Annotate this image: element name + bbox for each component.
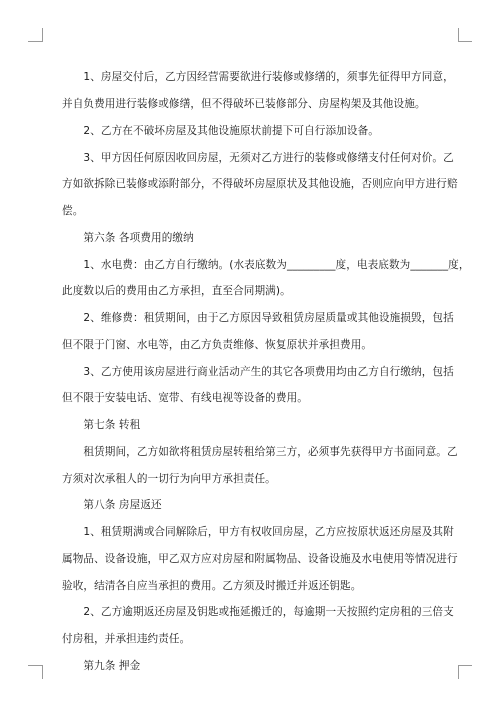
text-line: 租赁期间，乙方如欲将租赁房屋转租给第三方，必须事先获得甲方书面同意。乙: [62, 446, 458, 458]
crop-mark-bottom-left-v: [42, 665, 43, 679]
text-line: 2、乙方逾期返还房屋及钥匙或拖延搬迁的，每逾期一天按照约定房租的三倍支: [62, 606, 454, 618]
text-line: 3、甲方因任何原因收回房屋，无须对乙方进行的装修或修缮支付任何对价。乙: [62, 152, 454, 164]
text-line: 并自负费用进行装修或修缮，但不得破坏已装修部分、房屋构架及其他设施。: [62, 98, 426, 110]
text-line: 付房租，并承担违约责任。: [62, 633, 191, 645]
text-line: 2、维修费：租赁期间，由于乙方原因导致租赁房屋质量或其他设施损毁，包括: [62, 312, 454, 324]
text-line: 1、水电费：由乙方自行缴纳。(水表底数为_________度，电表底数为_______度，: [62, 259, 470, 271]
text-line: 1、租赁期满或合同解除后，甲方有权收回房屋，乙方应按原状返还房屋及其附: [62, 526, 454, 538]
text-line: 2、乙方在不破坏房屋及其他设施原状前提下可自行添加设备。: [62, 125, 379, 137]
text-line: 3、乙方使用该房屋进行商业活动产生的其它各项费用均由乙方自行缴纳，包括: [62, 366, 454, 378]
text-line: 但不限于安装电话、宽带、有线电视等设备的费用。: [62, 392, 308, 404]
crop-mark-bottom-right-v: [458, 665, 459, 679]
text-line: 方如欲拆除已装修或添附部分，不得破坏房屋原状及其他设施，否则应向甲方进行赔: [62, 178, 458, 190]
crop-mark-top-right-h: [458, 41, 472, 42]
text-line: 方须对次承租人的一切行为向甲方承担责任。: [62, 473, 276, 485]
crop-mark-top-left-h: [28, 41, 42, 42]
text-line: 验收，结清各自应当承担的费用。乙方须及时搬迁并返还钥匙。: [62, 580, 362, 592]
crop-mark-bottom-left-h: [28, 665, 42, 666]
text-line: 属物品、设备设施，甲乙双方应对房屋和附属物品、设备设施及水电使用等情况进行: [62, 553, 458, 565]
section-heading: 第八条 房屋返还: [62, 499, 162, 511]
crop-mark-top-right-v: [458, 28, 459, 42]
text-line: 此度数以后的费用由乙方承担，直至合同期满)。: [62, 285, 291, 297]
text-line: 偿。: [62, 205, 84, 217]
crop-mark-top-left-v: [42, 28, 43, 42]
text-line: 但不限于门窗、水电等，由乙方负责维修、恢复原状并承担费用。: [62, 339, 373, 351]
text-line: 1、房屋交付后，乙方因经营需要欲进行装修或修缮的，须事先征得甲方同意，: [62, 71, 454, 83]
section-heading: 第六条 各项费用的缴纳: [62, 232, 194, 244]
crop-mark-bottom-right-h: [458, 665, 472, 666]
section-heading: 第九条 押金: [62, 660, 141, 672]
section-heading: 第七条 转租: [62, 419, 141, 431]
